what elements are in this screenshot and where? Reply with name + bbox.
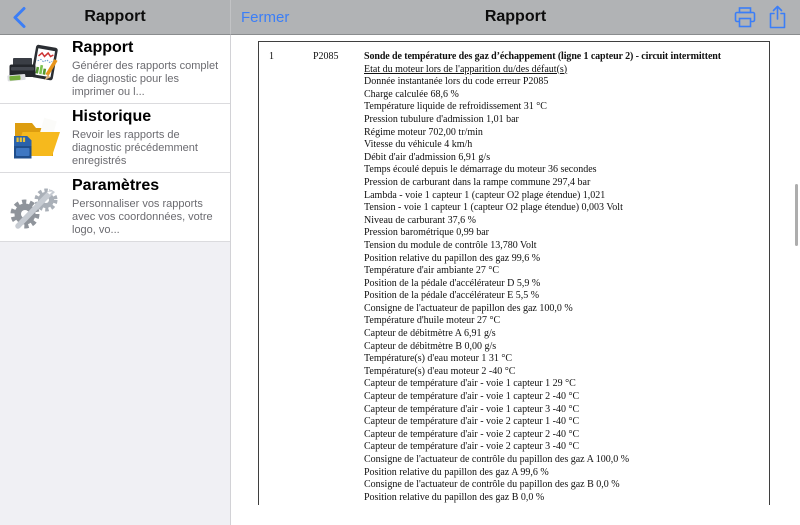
report-line: Pression tubulure d'admission 1,01 bar [364,113,519,125]
fault-code: P2085 [313,51,339,62]
report-line: Capteur de température d'air - voie 1 capteur 2 -40 °C [364,391,580,403]
report-line: Position relative du papillon des gaz 99,6 % [364,252,541,264]
report-navbar [231,0,800,35]
share-icon [768,17,787,34]
report-line: Charge calculée 68,6 % [364,88,459,100]
report-line: Niveau de carburant 37,6 % [364,214,476,226]
sidebar-item-title: Paramètres [72,177,160,194]
sidebar-item-title: Historique [72,108,152,125]
printer-icon [734,15,756,32]
report-line: Consigne de l'actuateur de papillon des gaz 100,0 % [364,302,573,314]
report-document [258,41,770,505]
report-line: Capteur de débitmètre A 6,91 g/s [364,328,496,340]
report-line: Vitesse du véhicule 4 km/h [364,139,473,151]
report-line: Tension du module de contrôle 13,780 Volt [364,239,537,251]
sidebar-item-description: Générer des rapports complet de diagnostic pour les imprimer ou l... [72,60,219,98]
report-line: Consigne de l'actuateur de contrôle du papillon des gaz A 100,0 % [364,454,630,465]
sidebar-item-rapport[interactable] [0,35,230,104]
report-line: Donnée instantanée lors du code erreur P2085 [364,76,549,88]
report-line: Température(s) d'eau moteur 1 31 °C [364,353,513,365]
sidebar-item-description: Personnaliser vos rapports avec vos coordonnées, votre logo, vo... [72,198,213,236]
back-button[interactable] [12,6,30,30]
report-line: Capteur de température d'air - voie 2 capteur 3 -40 °C [364,441,580,453]
report-line: Consigne de l'actuateur de contrôle du papillon des gaz B 0,0 % [364,479,620,491]
report-line: Pression barométrique 0,99 bar [364,227,489,239]
report-line: Régime moteur 702,00 tr/min [364,126,483,138]
sidebar-item-title: Rapport [72,39,134,56]
fault-row [259,51,769,64]
report-line: Capteur de température d'air - voie 2 capteur 1 -40 °C [364,416,580,428]
report-line: Position relative du papillon des gaz A 99,6 % [364,466,549,478]
history-folder-icon [6,110,62,166]
report-line: Position de la pédale d'accélérateur E 5,5 % [364,290,540,302]
report-line: Température d'air ambiante 27 °C [364,265,500,277]
sidebar-navbar [0,0,231,35]
report-printer-icon [6,41,62,97]
print-button[interactable] [734,7,756,33]
report-line: Température liquide de refroidissement 31 °C [364,101,547,113]
share-button[interactable] [768,5,787,35]
fault-title: Sonde de température des gaz d’échappement (ligne 1 capteur 2) - circuit intermittent [364,51,721,62]
engine-state-heading: Etat du moteur lors de l'apparition du/des défaut(s) [364,63,568,75]
scrollbar-thumb[interactable] [795,184,798,246]
report-panel [231,35,800,525]
report-line: Tension - voie 1 capteur 1 (capteur O2 plage étendue) 0,003 Volt [364,202,623,214]
report-line: Capteur de température d'air - voie 2 capteur 2 -40 °C [364,428,580,440]
fault-number: 1 [269,51,274,62]
report-line: Capteur de débitmètre B 0,00 g/s [364,340,497,352]
sidebar-item-historique[interactable] [0,104,230,173]
report-line: Temps écoulé depuis le démarrage du moteur 36 secondes [364,164,597,176]
report-line: Température(s) d'eau moteur 2 -40 °C [364,365,516,377]
sidebar-title: Rapport [84,8,146,25]
report-line: Capteur de température d'air - voie 1 capteur 3 -40 °C [364,403,580,415]
report-line: Pression de carburant dans la rampe commune 297,4 bar [364,176,591,188]
report-lines [259,76,769,504]
sidebar-item-description: Revoir les rapports de diagnostic précédemment enregistrés [72,129,198,167]
report-line: Capteur de température d'air - voie 1 capteur 1 29 °C [364,378,576,390]
report-line: Température d'huile moteur 27 °C [364,315,501,327]
sidebar-item-parametres[interactable] [0,173,230,242]
back-chevron-icon [12,16,27,33]
sidebar [0,35,231,525]
report-line: Position relative du papillon des gaz B 0,0 % [364,491,545,503]
report-line: Position de la pédale d'accélérateur D 5,9 % [364,277,541,289]
sidebar-empty-area [0,242,230,525]
close-button[interactable]: Fermer [241,9,290,26]
report-title: Rapport [484,8,547,25]
report-line: Débit d'air d'admission 6,91 g/s [364,151,491,163]
report-line: Lambda - voie 1 capteur 1 (capteur O2 plage étendue) 1,021 [364,189,606,201]
settings-gears-icon [6,179,62,235]
